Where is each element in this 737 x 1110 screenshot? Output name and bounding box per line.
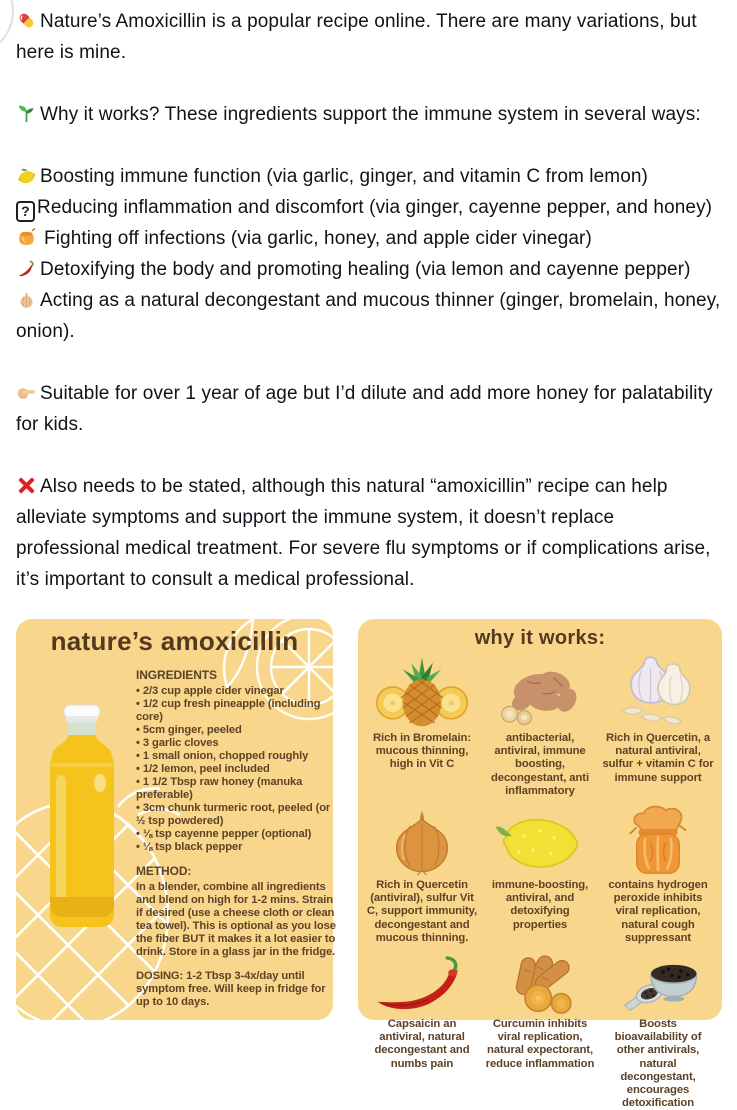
ingredient-item: • 5cm ginger, peeled <box>136 724 340 737</box>
chili-icon <box>16 258 37 279</box>
honey-pot-icon <box>16 227 37 248</box>
ingredient-item: • 3 garlic cloves <box>136 737 340 750</box>
dosing-text: DOSING: 1-2 Tbsp 3-4x/day until symptom free. Will keep in fridge for up to 10 days. <box>136 970 326 1008</box>
intro-paragraph <box>16 6 723 68</box>
lemon-icon <box>16 165 37 186</box>
recipe-panel <box>16 619 336 1020</box>
why-caption: Capsaicin an antiviral, natural decongestant and numbs pain <box>374 1018 470 1070</box>
onion-whole-icon <box>386 807 458 875</box>
why-caption: immune-boosting, antiviral, and detoxifying properties <box>491 879 589 931</box>
pineapple-icon <box>374 654 470 728</box>
why-caption: contains hydrogen peroxide inhibits viral replication, natural cough suppressant <box>608 879 708 944</box>
recipe-text-column <box>136 669 340 1009</box>
disclaimer-paragraph <box>16 471 723 595</box>
missing-glyph-icon: ? <box>16 201 35 222</box>
benefits-list <box>16 161 723 347</box>
cross-mark-icon <box>16 475 37 496</box>
pointing-hand-icon <box>16 382 37 403</box>
why-text: Why it works? These ingredients support the immune system in several ways: <box>40 104 701 125</box>
disclaimer-text: Also needs to be stated, although this natural “amoxicillin” recipe can help alleviate symptoms and support the immune system, it doesn’t replace professional medical treatment. For severe flu symptoms or if complications arise, it’s important to consult a medical professional. <box>16 476 711 590</box>
onion-icon <box>16 289 37 310</box>
avatar[interactable] <box>0 0 14 56</box>
why-cell-honey <box>602 807 714 945</box>
ingredient-item: • 2/3 cup apple cider vinegar <box>136 685 340 698</box>
benefit-item <box>16 254 723 285</box>
honey-jar-icon <box>626 807 690 875</box>
turmeric-icon <box>496 954 584 1014</box>
benefit-item <box>16 285 723 347</box>
why-caption: Rich in Quercetin, a natural antiviral, sulfur + vitamin C for immune support <box>602 732 714 784</box>
ingredient-item: • 1/2 lemon, peel included <box>136 763 340 776</box>
benefit-text: Boosting immune function (via garlic, ginger, and vitamin C from lemon) <box>40 166 648 187</box>
ingredient-item: • 1 small onion, chopped roughly <box>136 750 340 763</box>
benefit-item <box>16 223 723 254</box>
intro-text: Nature’s Amoxicillin is a popular recipe online. There are many variations, but here is mine. <box>16 11 697 63</box>
ingredient-item: • 1/2 cup fresh pineapple (including core) <box>136 698 340 724</box>
why-it-works-grid <box>358 654 722 1110</box>
juice-bottle-photo <box>40 705 124 929</box>
black-pepper-bowl-icon <box>616 954 700 1014</box>
why-cell-ginger <box>484 654 596 798</box>
seedling-icon <box>16 103 37 124</box>
benefit-item <box>16 161 723 192</box>
ginger-icon <box>492 654 588 728</box>
method-heading: METHOD: <box>136 864 192 878</box>
benefit-text: Reducing inflammation and discomfort (via ginger, cayenne pepper, and honey) <box>37 197 713 218</box>
why-it-works-panel <box>358 619 722 1110</box>
benefit-text: Fighting off infections (via garlic, honey, and apple cider vinegar) <box>44 228 592 249</box>
suitability-text: Suitable for over 1 year of age but I’d dilute and add more honey for palatability for kids. <box>16 383 713 435</box>
why-caption: Rich in Bromelain: mucous thinning, high in Vit C <box>372 732 471 771</box>
ingredient-item: • ⅛ tsp black pepper <box>136 841 340 854</box>
ingredient-item: • 3cm chunk turmeric root, peeled (or ½ tsp powdered) <box>136 802 340 828</box>
why-cell-onion <box>366 807 478 945</box>
why-caption: Curcumin inhibits viral replication, natural expectorant, reduce inflammation <box>485 1018 595 1070</box>
benefit-text: Acting as a natural decongestant and mucous thinner (ginger, bromelain, honey, onion). <box>16 290 721 342</box>
suitability-paragraph <box>16 378 723 440</box>
ingredients-heading: INGREDIENTS <box>136 668 217 682</box>
why-caption: Boosts bioavailability of other antivirals, natural decongestant, encourages detoxification <box>614 1018 702 1110</box>
benefit-text: Detoxifying the body and promoting healing (via lemon and cayenne pepper) <box>40 259 691 280</box>
why-it-works-title: why it works: <box>474 627 606 649</box>
ingredient-item: • ⅛ tsp cayenne pepper (optional) <box>136 828 340 841</box>
why-cell-lemon <box>484 807 596 945</box>
ingredient-item: • 1 1/2 Tbsp raw honey (manuka preferable) <box>136 776 340 802</box>
benefit-item <box>16 192 723 223</box>
why-caption: Rich in Quercetin (antiviral), sulfur Vit C, support immunity, decongestant and mucous thinning. <box>366 879 478 944</box>
why-cell-pineapple <box>366 654 478 798</box>
why-cell-garlic <box>602 654 714 798</box>
lemon-whole-icon <box>494 807 586 875</box>
why-caption: antibacterial, antiviral, immune boosting, decongestant, anti inflammatory <box>490 732 589 797</box>
why-paragraph <box>16 99 723 130</box>
method-text: In a blender, combine all ingredients and blend on high for 1-2 mins. Strain if desired (use a cheese cloth or clean tea towel). This is optional as you lose the fiber BUT it makes it a lot easier to drink. Store in a glass jar in the fridge. <box>136 881 336 958</box>
why-cell-black-pepper <box>602 954 714 1110</box>
garlic-icon <box>613 654 703 728</box>
chili-pepper-icon <box>374 954 470 1014</box>
pill-icon <box>16 10 37 31</box>
recipe-title: nature’s amoxicillin <box>50 626 299 656</box>
recipe-infographic-image[interactable] <box>16 619 722 1110</box>
why-cell-chili <box>366 954 478 1110</box>
why-cell-turmeric <box>484 954 596 1110</box>
